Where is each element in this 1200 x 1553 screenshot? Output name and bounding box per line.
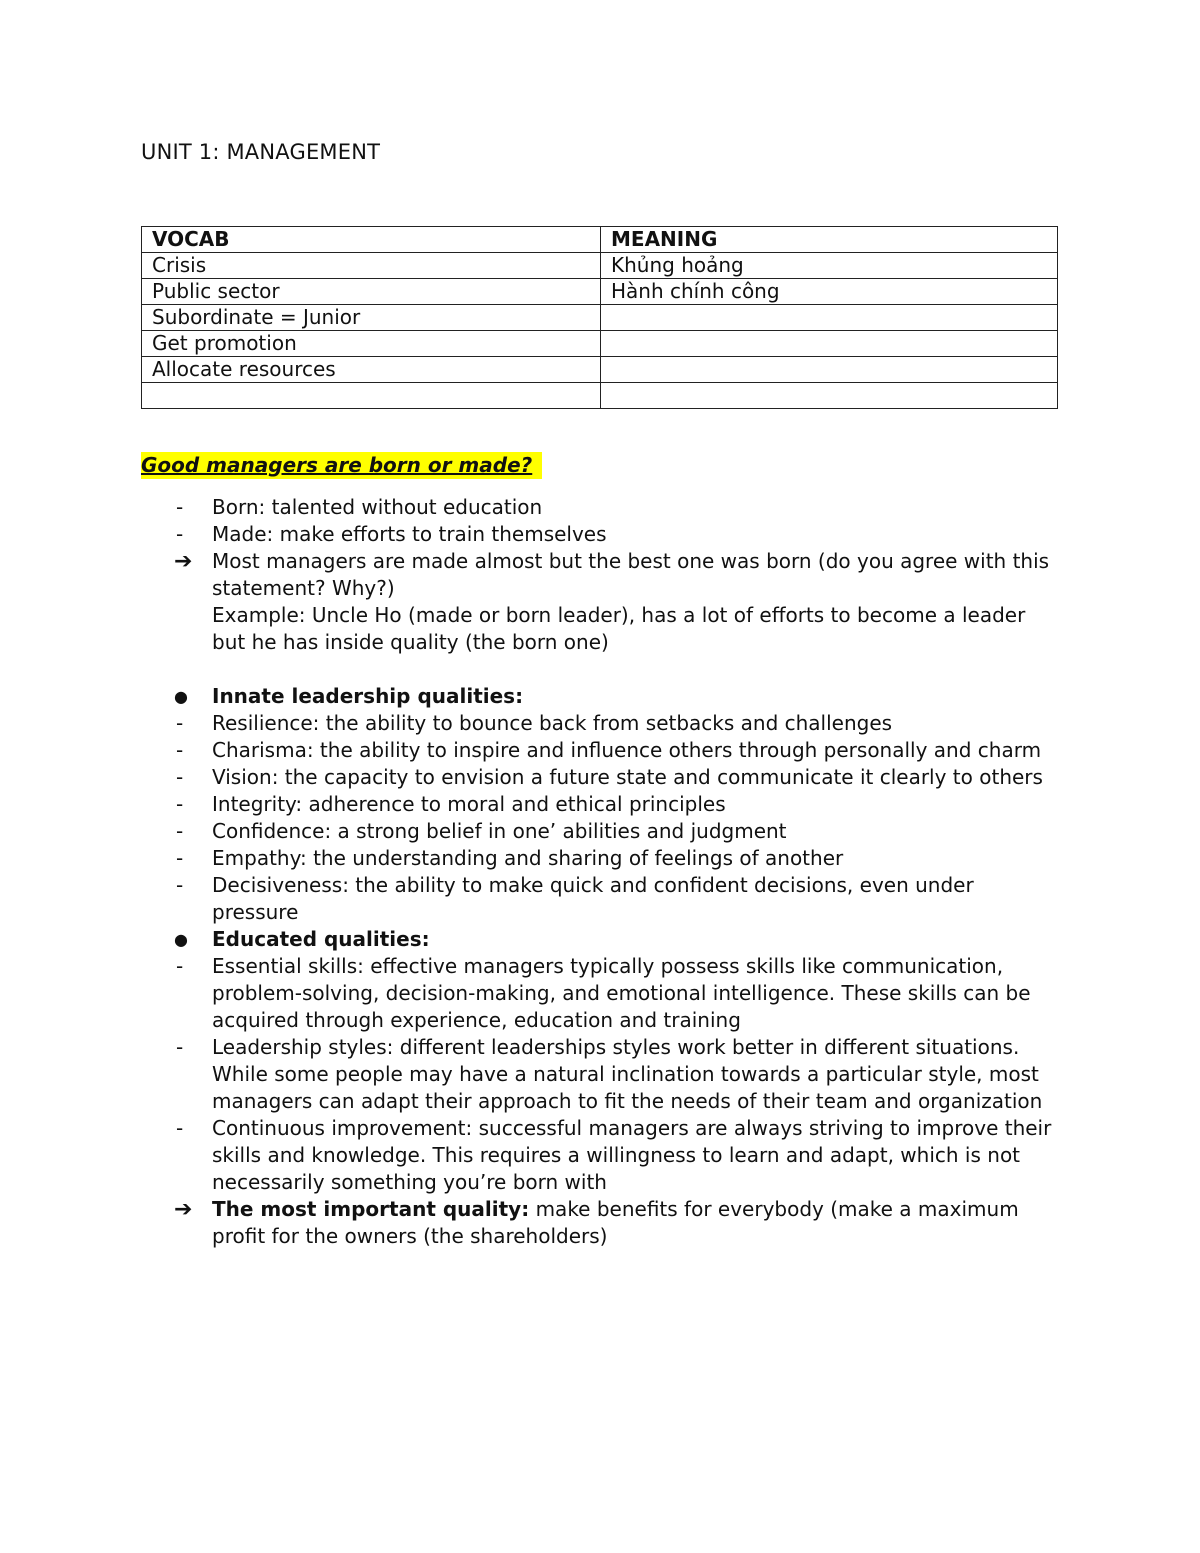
list-item: [172, 1196, 1052, 1250]
list-item: [172, 521, 1052, 548]
innate-item: Resilience: the ability to bounce back from setbacks and challenges: [212, 711, 893, 735]
innate-heading: Innate leadership qualities:: [212, 684, 524, 708]
table-header-row: [142, 227, 1058, 253]
meaning-cell: [601, 357, 1058, 383]
table-row: [142, 253, 1058, 279]
arrow-icon: ➔: [174, 1197, 193, 1222]
innate-item: Integrity: adherence to moral and ethical principles: [212, 792, 726, 816]
dash-marker: -: [176, 873, 184, 897]
final-text: make benefits for everybody (make a maximum profit for the owners (the shareholders): [212, 1197, 1019, 1248]
vocab-cell: Public sector: [142, 279, 601, 305]
innate-item: Confidence: a strong belief in one’ abilities and judgment: [212, 819, 787, 843]
header-vocab: VOCAB: [142, 227, 601, 253]
list-item: [172, 818, 1052, 845]
list-item: [172, 1034, 1052, 1115]
list-item: [172, 845, 1052, 872]
table-row: [142, 331, 1058, 357]
born-text: Born: talented without education: [212, 495, 543, 519]
notes-body: [172, 494, 1052, 1250]
list-item: [172, 791, 1052, 818]
bullet-icon: ●: [174, 687, 188, 706]
page-title: UNIT 1: MANAGEMENT: [141, 140, 381, 164]
innate-item: Charisma: the ability to inspire and influence others through personally and charm: [212, 738, 1042, 762]
example-text: Example: Uncle Ho (made or born leader), has a lot of efforts to become a leader but he has inside quality (the born one): [212, 603, 1026, 654]
innate-item: Decisiveness: the ability to make quick and confident decisions, even under pressure: [212, 873, 974, 924]
dash-marker: -: [176, 738, 184, 762]
meaning-cell: Hành chính công: [601, 279, 1058, 305]
table-row: [142, 305, 1058, 331]
educated-item: Continuous improvement: successful managers are always striving to improve their skills and knowledge. This requires a willingness to learn and adapt, which is not necessarily something you’re born with: [212, 1116, 1052, 1194]
list-item: [172, 710, 1052, 737]
vocab-cell: [142, 383, 601, 409]
dash-marker: -: [176, 846, 184, 870]
innate-item: Vision: the capacity to envision a future state and communicate it clearly to others: [212, 765, 1043, 789]
dash-marker: -: [176, 495, 184, 519]
dash-marker: -: [176, 765, 184, 789]
dash-marker: -: [176, 1116, 184, 1140]
dash-marker: -: [176, 819, 184, 843]
conclusion-text: Most managers are made almost but the best one was born (do you agree with this statement? Why?): [212, 549, 1050, 600]
educated-item: Leadership styles: different leaderships styles work better in different situations. While some people may have a natural inclination towards a particular style, most managers can adapt their approach to fit the needs of their team and organization: [212, 1035, 1043, 1113]
educated-item: Essential skills: effective managers typically possess skills like communication, problem-solving, decision-making, and emotional intelligence. These skills can be acquired through experience, education and training: [212, 954, 1031, 1032]
dash-marker: -: [176, 954, 184, 978]
table-row: [142, 357, 1058, 383]
list-item: [172, 737, 1052, 764]
list-item: [172, 764, 1052, 791]
made-text: Made: make efforts to train themselves: [212, 522, 607, 546]
vocab-table: [141, 226, 1058, 409]
section-heading: [172, 926, 1052, 953]
meaning-cell: [601, 331, 1058, 357]
dash-marker: -: [176, 1035, 184, 1059]
final-label: The most important quality:: [212, 1197, 530, 1221]
list-item: [172, 1115, 1052, 1196]
spacer: [172, 656, 1052, 683]
section-heading: [172, 683, 1052, 710]
vocab-cell: Get promotion: [142, 331, 601, 357]
dash-marker: -: [176, 522, 184, 546]
vocab-cell: Crisis: [142, 253, 601, 279]
arrow-icon: ➔: [174, 549, 193, 574]
dash-marker: -: [176, 792, 184, 816]
table-row: [142, 383, 1058, 409]
meaning-cell: [601, 383, 1058, 409]
educated-heading: Educated qualities:: [212, 927, 430, 951]
list-item: [172, 548, 1052, 656]
innate-item: Empathy: the understanding and sharing of feelings of another: [212, 846, 844, 870]
table-row: [142, 279, 1058, 305]
meaning-cell: [601, 305, 1058, 331]
bullet-icon: ●: [174, 930, 188, 949]
list-item: [172, 872, 1052, 926]
list-item: [172, 953, 1052, 1034]
dash-marker: -: [176, 711, 184, 735]
vocab-cell: Allocate resources: [142, 357, 601, 383]
vocab-cell: Subordinate = Junior: [142, 305, 601, 331]
highlighted-question: Good managers are born or made?: [141, 452, 542, 479]
header-meaning: MEANING: [601, 227, 1058, 253]
meaning-cell: Khủng hoảng: [601, 253, 1058, 279]
list-item: [172, 494, 1052, 521]
